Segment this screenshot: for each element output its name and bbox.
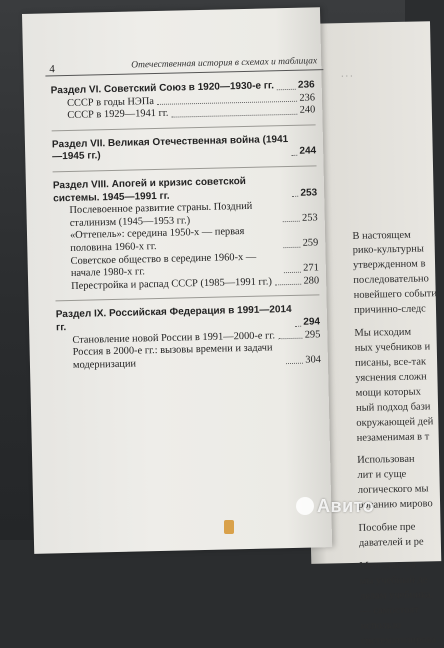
- right-page-line: Пособие пре: [358, 521, 416, 534]
- toc-entry-title: Становление новой России в 1991—2000-е гг.: [72, 329, 276, 346]
- leader-dots: [283, 246, 300, 247]
- toc-page-number: 304: [305, 353, 322, 366]
- right-running-head: · · ·: [340, 70, 353, 82]
- right-page-line: ный подход бази: [355, 401, 431, 414]
- toc-page-number: 295: [304, 328, 321, 341]
- toc-page-number: 259: [302, 237, 319, 249]
- right-page-line: использо: [360, 620, 402, 632]
- right-page-line: делам учебника,: [359, 589, 434, 602]
- toc-page-number: 240: [299, 104, 316, 116]
- right-page-line: новейшего событи: [353, 288, 438, 301]
- toc-entry-title: Послевоенное развитие страны. Поздний сталинизм (1945—1953 гг.): [69, 200, 253, 229]
- bookmark-tab: [224, 520, 234, 534]
- toc-entry-title: Раздел VI. Советский Союз в 1920—1930-е гг.: [50, 80, 275, 97]
- leader-dots: [293, 196, 299, 197]
- right-page-line: В настоящем: [352, 229, 411, 242]
- toc-entry-title: СССР в 1929—1941 гг.: [67, 107, 169, 122]
- right-page-line: мощи которых: [355, 386, 422, 399]
- page-number: 4: [49, 63, 55, 76]
- header-rule: [45, 69, 323, 76]
- toc-entry-title: Советское общество в середине 1960-х — начале 1980-х гг.: [70, 251, 257, 280]
- toc-page-number: 253: [300, 186, 318, 199]
- avito-logo-icon: [296, 497, 314, 515]
- table-of-contents: [51, 79, 321, 372]
- toc-page-number: 294: [303, 316, 321, 328]
- section-divider: [53, 165, 317, 172]
- right-page-line: — самостоят: [360, 604, 419, 617]
- toc-entry-title: Раздел IX. Российская Федерация в 1991—2014 гг.: [55, 304, 292, 334]
- leader-dots: [283, 221, 300, 222]
- leader-dots: [295, 325, 301, 326]
- toc-page-number: 271: [303, 262, 319, 274]
- leader-dots: [277, 88, 296, 89]
- right-page-line: систематизирова: [360, 634, 437, 647]
- leader-dots: [275, 284, 302, 286]
- toc-entry: [57, 341, 322, 372]
- section-divider: [52, 124, 316, 131]
- right-page-line: незаменимая в т: [356, 431, 430, 444]
- right-page-line: Использован: [357, 453, 415, 466]
- leader-dots: [292, 155, 298, 156]
- right-page-line: Мы исходим: [354, 326, 412, 339]
- toc-entry-title: «Оттепель»: середина 1950-х — первая половина 1960-х гг.: [69, 226, 245, 254]
- right-page-line: давателей и ре: [358, 536, 424, 549]
- toc-entry-title: Раздел VII. Великая Отечественная война (1941—1945 гг.): [51, 133, 289, 163]
- toc-section: [52, 133, 317, 164]
- right-page-line: писаны, все-так: [355, 356, 427, 369]
- right-page-line: лит и суще: [357, 468, 407, 481]
- right-page-line: причинно-следс: [353, 303, 426, 316]
- right-page-line: утвержденном в: [352, 258, 426, 271]
- right-page-line: логического мы: [357, 483, 429, 496]
- toc-page-number: 236: [299, 91, 316, 104]
- leader-dots: [286, 363, 303, 364]
- section-divider: [56, 295, 320, 302]
- right-page-line: последовательно: [353, 273, 429, 286]
- right-page-line: ных учебников и: [354, 341, 431, 354]
- leader-dots: [172, 114, 298, 118]
- right-page-line: уяснения сложн: [355, 371, 427, 384]
- running-head: Отечественная история в схемах и таблицах: [131, 56, 318, 71]
- toc-page-number: 253: [301, 212, 318, 224]
- toc-entry-title: Перестройка и распад СССР (1985—1991 гг.): [71, 276, 272, 292]
- toc-entry-title: Раздел VIII. Апогей и кризис советской системы. 1945—1991 гг.: [52, 175, 247, 204]
- toc-entry-title: Россия в 2000-е гг.: вызовы времени и задачи модернизации: [72, 342, 273, 371]
- toc-page-number: 244: [299, 145, 317, 158]
- toc-entry-title: СССР в годы НЭПа: [66, 95, 155, 109]
- left-page: [22, 7, 332, 554]
- right-page-line: Методика ра: [359, 559, 416, 572]
- leader-dots: [278, 338, 303, 340]
- watermark-logo: Авито: [296, 496, 374, 517]
- right-page-line: рико-культурны: [352, 243, 425, 256]
- right-page-line: мы учебный де: [359, 574, 428, 587]
- right-page-line: окружающей дей: [356, 416, 434, 429]
- toc-page-number: 236: [297, 79, 315, 91]
- right-page-line: рованию мирово: [357, 498, 433, 511]
- leader-dots: [284, 271, 301, 272]
- toc-page-number: 280: [303, 275, 320, 287]
